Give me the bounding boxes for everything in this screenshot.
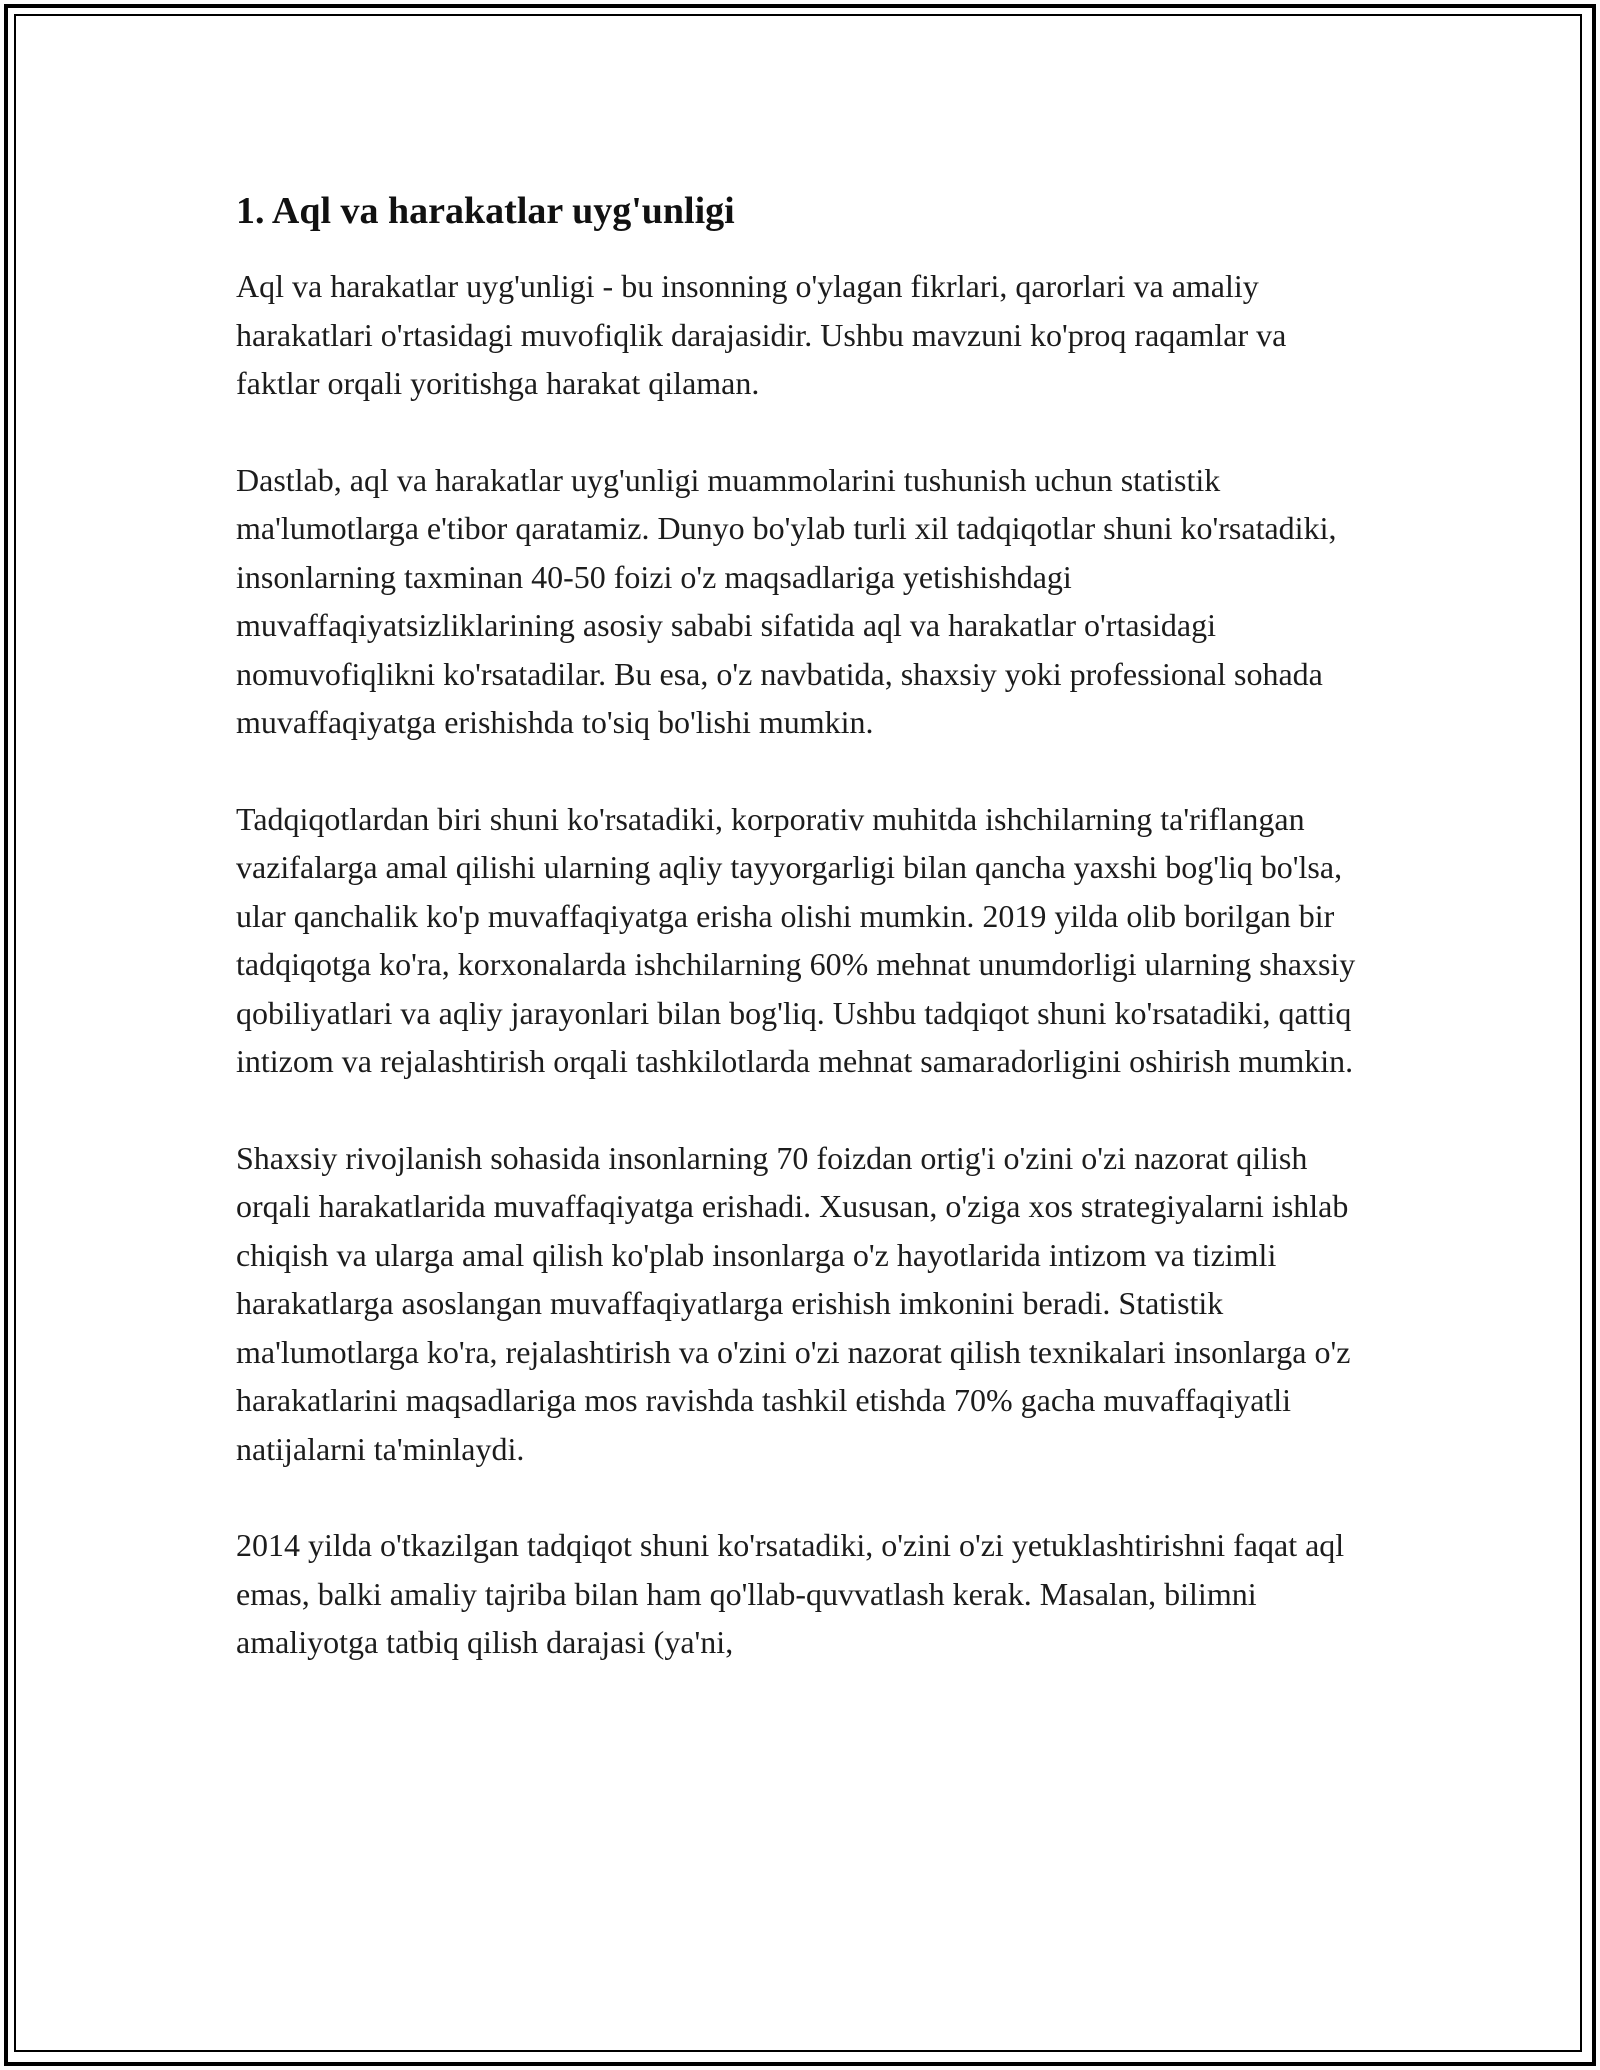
section-title: 1. Aql va harakatlar uyg'unligi [236,190,735,232]
document-body [236,186,1376,1715]
paragraph-2014-study: 2014 yilda o'tkazilgan tadqiqot shuni ko'rsatadiki, o'zini o'zi yetuklashtirishni faqat aql emas, balki amaliy tajriba bilan ham qo'llab-quvvatlash kerak. Masalan, bilimni amaliyotga tatbiq qilish darajasi (ya'ni, [236,1527,1345,1660]
paragraph-intro: Aql va harakatlar uyg'unligi - bu insonning o'ylagan fikrlari, qarorlari va amaliy harakatlari o'rtasidagi muvofiqlik darajasidir. Ushbu mavzuni ko'proq raqamlar va faktlar orqali yoritishga harakat qilaman. [236,268,1287,401]
paragraph-corporate-research: Tadqiqotlardan biri shuni ko'rsatadiki, korporativ muhitda ishchilarning ta'riflangan vazifalarga amal qilishi ularning aqliy tayyorgarligi bilan qancha yaxshi bog'liq bo'lsa, ular qanchalik ko'p muvaffaqiyatga erisha olishi mumkin. 2019 yilda olib borilgan bir tadqiqotga ko'ra, korxonalarda ishchilarning 60% mehnat unumdorligi ularning shaxsiy qobiliyatlari va aqliy jarayonlari bilan bog'liq. Ushbu tadqiqot shuni ko'rsatadiki, qattiq intizom va rejalashtirish orqali tashkilotlarda mehnat samaradorligini oshirish mumkin. [236,800,1356,1079]
paragraph-statistics: Dastlab, aql va harakatlar uyg'unligi muammolarini tushunish uchun statistik ma'lumotlarga e'tibor qaratamiz. Dunyo bo'ylab turli xil tadqiqotlar shuni ko'rsatadiki, insonlarning taxminan 40-50 foizi o'z maqsadlariga yetishishdagi muvaffaqiyatsizliklarining asosiy sababi sifatida aql va harakatlar o'rtasidagi nomuvofiqlikni ko'rsatadilar. Bu esa, o'z navbatida, shaxsiy yoki professional sohada muvaffaqiyatga erishishda to'siq bo'lishi mumkin. [236,461,1337,740]
paragraph-personal-development: Shaxsiy rivojlanish sohasida insonlarning 70 foizdan ortig'i o'zini o'zi nazorat qilish orqali harakatlarida muvaffaqiyatga erishadi. Xususan, o'ziga xos strategiyalarni ishlab chiqish va ularga amal qilish ko'plab insonlarga o'z hayotlarida intizom va tizimli harakatlarga asoslangan muvaffaqiyatlarga erishish imkonini beradi. Statistik ma'lumotlarga ko'ra, rejalashtirish va o'zini o'zi nazorat qilish texnikalari insonlarga o'z harakatlarini maqsadlariga mos ravishda tashkil etishda 70% gacha muvaffaqiyatli natijalarni ta'minlaydi. [236,1139,1351,1467]
